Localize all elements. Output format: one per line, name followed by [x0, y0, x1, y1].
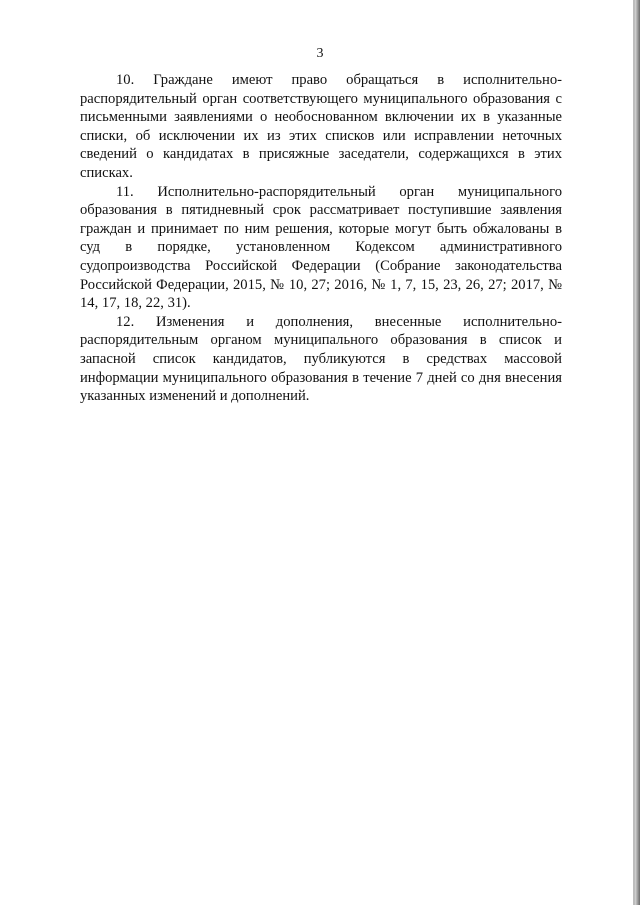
paragraph-11: 11. Исполнительно-распорядительный орган муниципального образования в пятидневный срок рассматривает поступившие заявления граждан и принимает по ним решения, которые могут быть обжалованы в суд в порядке, установленном Кодексом административного судопроизводства Российской Федерации (Собрание законодательства Российской Федерации, 2015, № 10, 27; 2016, № 1, 7, 15, 23, 26, 27; 2017, № 14, 17, 18, 22, 31). — [80, 183, 562, 312]
page-number: 3 — [316, 46, 324, 61]
scan-edge-shadow — [635, 0, 640, 905]
paragraph-12: 12. Изменения и дополнения, внесенные исполнительно-распорядительным органом муниципального образования в список и запасной список кандидатов, публикуются в средствах массовой информации муниципального образования в течение 7 дней со дня внесения указанных изменений и дополнений. — [80, 313, 562, 405]
document-body — [80, 71, 562, 406]
paragraph-10: 10. Граждане имеют право обращаться в исполнительно-распорядительный орган соответствующего муниципального образования с письменными заявлениями о необоснованном включении их в указанные списки, об исключении их из этих списков или исправлении неточных сведений о кандидатах в присяжные заседатели, содержащихся в этих списках. — [80, 72, 562, 181]
